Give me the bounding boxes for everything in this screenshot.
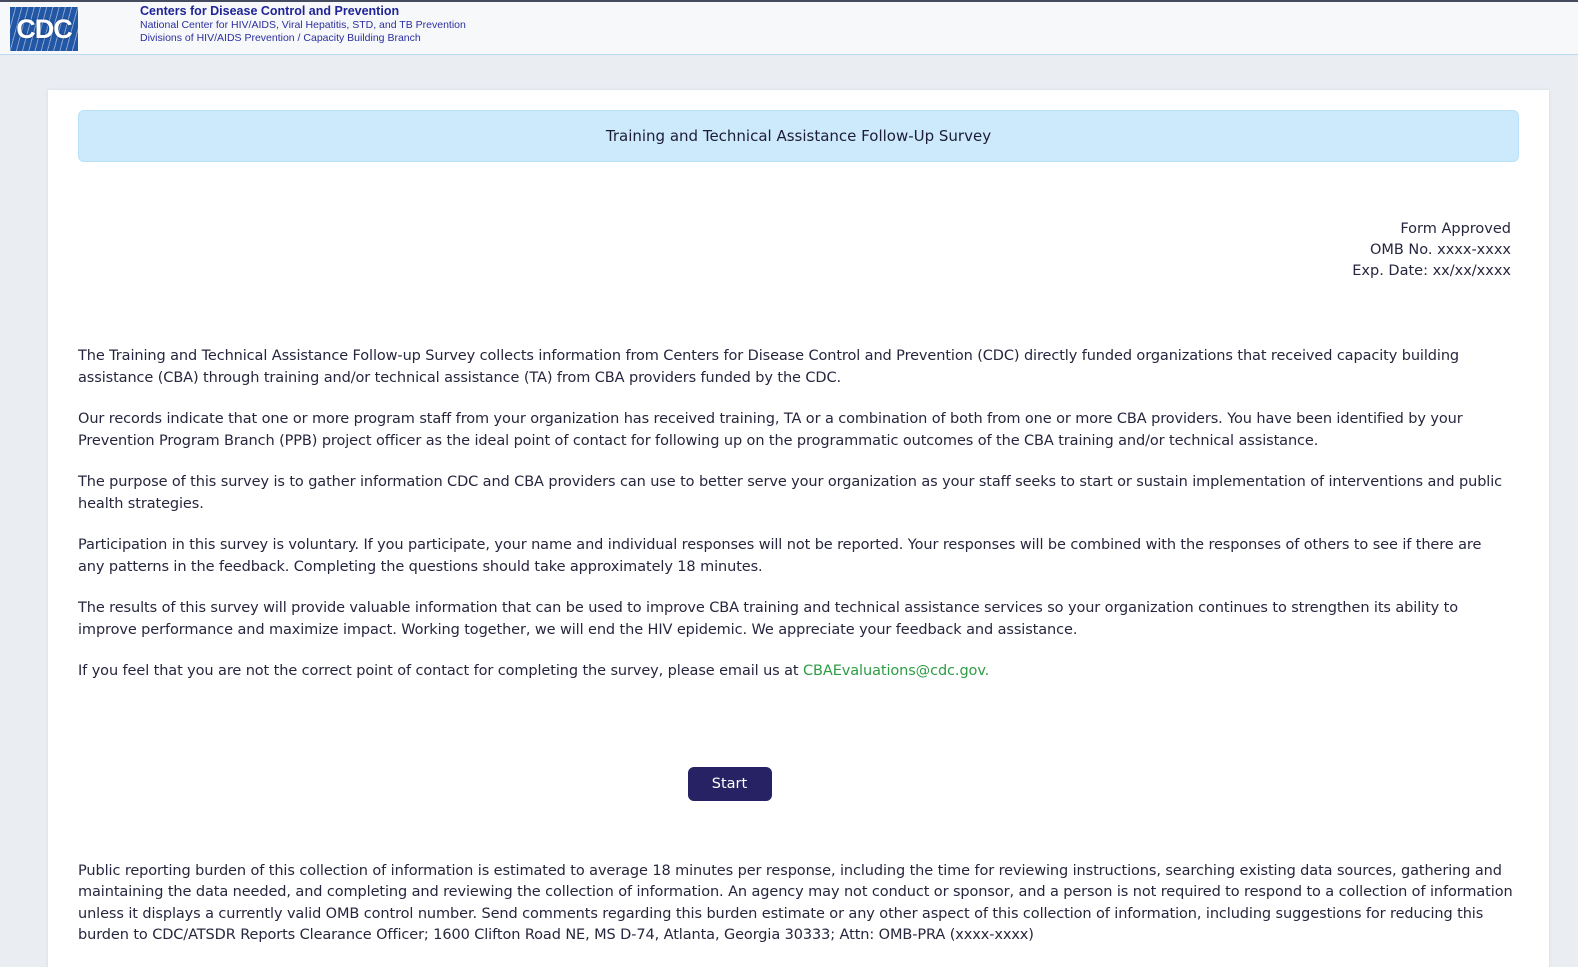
page-title: Training and Technical Assistance Follow-Up Survey xyxy=(605,127,992,145)
omb-approval-block xyxy=(78,219,1519,282)
intro-paragraph: Our records indicate that one or more program staff from your organization has received training, TA or a combination of both from one or more CBA providers. You have been identified by your Prevention Program Branch (PPB) project officer as the ideal point of contact for following up on the programmatic outcomes of the CBA training and/or technical assistance. xyxy=(78,411,1463,449)
intro-paragraph: Participation in this survey is voluntary. If you participate, your name and individual responses will not be reported. Your responses will be combined with the responses of others to see if there are any patterns in the feedback. Completing the questions should take approximately 18 minutes. xyxy=(78,537,1482,575)
org-division: Divisions of HIV/AIDS Prevention / Capacity Building Branch xyxy=(140,32,421,44)
intro-paragraph: The results of this survey will provide valuable information that can be used to improve CBA training and technical assistance services so your organization continues to strengthen its ability to improve performance and maximize impact. Working together, we will end the HIV epidemic. We appreciate your feedback and assistance. xyxy=(78,600,1458,638)
contact-text: If you feel that you are not the correct point of contact for completing the survey, please email us at xyxy=(78,663,804,679)
intro-paragraph: The Training and Technical Assistance Follow-up Survey collects information from Centers for Disease Control and Prevention (CDC) directly funded organizations that received capacity building assistance (CBA) through training and/or technical assistance (TA) from CBA providers funded by the CDC. xyxy=(78,348,1460,386)
cdc-logo: CDC xyxy=(10,7,78,51)
intro-paragraph: The purpose of this survey is to gather information CDC and CBA providers can use to better serve your organization as your staff seeks to start or sustain implementation of interventions and public health strategies. xyxy=(78,474,1503,512)
intro-text-block xyxy=(78,346,1519,683)
org-center: National Center for HIV/AIDS, Viral Hepatitis, STD, and TB Prevention xyxy=(140,19,466,31)
burden-statement-block xyxy=(78,861,1519,947)
contact-paragraph xyxy=(78,661,1506,683)
exp-date-line: Exp. Date: xx/xx/xxxx xyxy=(1352,263,1511,279)
omb-number-line: OMB No. xxxx-xxxx xyxy=(1369,242,1511,258)
burden-statement: Public reporting burden of this collection of information is estimated to average 18 minutes per response, including the time for reviewing instructions, searching existing data sources, gathering and maintaining the data needed, and completing and reviewing the collection of information. An agency may not conduct or sponsor, and a person is not required to respond to a collection of information unless it displays a currently valid OMB control number. Send comments regarding this burden estimate or any other aspect of this collection of information, including suggestions for reducing this burden to CDC/ATSDR Reports Clearance Officer; 1600 Clifton Road NE, MS D-74, Atlanta, Georgia 30333; Attn: OMB-PRA (xxxx-xxxx) xyxy=(78,862,1513,943)
app-header xyxy=(0,2,1578,55)
org-title-block xyxy=(140,4,466,44)
contact-email-link[interactable]: CBAEvaluations@cdc.gov. xyxy=(803,663,990,679)
page-body xyxy=(0,55,1578,967)
start-button[interactable]: Start xyxy=(688,767,772,801)
survey-card xyxy=(48,90,1549,967)
start-button-row xyxy=(9,767,1450,801)
org-name: Centers for Disease Control and Prevention xyxy=(140,4,400,18)
survey-title-banner xyxy=(78,110,1519,162)
form-approved-line: Form Approved xyxy=(1400,221,1511,237)
